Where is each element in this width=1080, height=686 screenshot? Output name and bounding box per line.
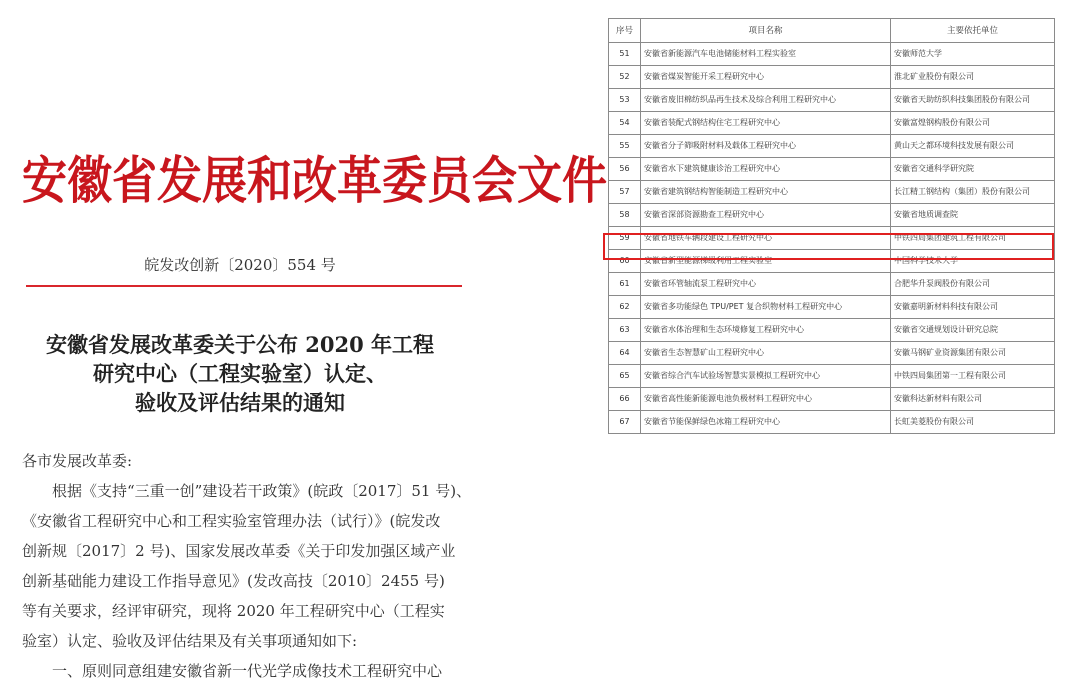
table-row [609,158,1055,181]
row-unit: 安徽嘉明新材料科技有限公司 [891,296,1055,319]
table-row [609,365,1055,388]
row-project-name: 安徽省装配式钢结构住宅工程研究中心 [641,112,891,135]
row-project-name: 安徽省生态智慧矿山工程研究中心 [641,342,891,365]
salutation: 各市发展改革委: [22,452,133,470]
row-unit: 黄山天之都环境科技发展有限公司 [891,135,1055,158]
row-number: 55 [609,135,641,158]
header-divider [26,285,462,287]
row-number: 64 [609,342,641,365]
table-row [609,342,1055,365]
row-number: 52 [609,66,641,89]
body-line: 根据《支持“三重一创”建设若干政策》(皖政〔2017〕51 号)、 [52,482,472,500]
row-unit: 中铁四局集团第一工程有限公司 [891,365,1055,388]
table-header-row [609,19,1055,43]
table-row [609,204,1055,227]
table-row [609,66,1055,89]
row-number: 63 [609,319,641,342]
row-project-name: 安徽省深部资源勘查工程研究中心 [641,204,891,227]
row-unit: 安徽师范大学 [891,43,1055,66]
row-number: 65 [609,365,641,388]
project-list-table-wrapper [608,18,1054,434]
row-unit: 安徽富煌钢构股份有限公司 [891,112,1055,135]
row-unit: 长虹美菱股份有限公司 [891,411,1055,434]
row-number: 61 [609,273,641,296]
body-line: 一、原则同意组建安徽省新一代光学成像技术工程研究中心 [52,662,443,680]
row-unit: 安徽科达新材料有限公司 [891,388,1055,411]
table-row [609,296,1055,319]
document-number: 皖发改创新〔2020〕554 号 [144,256,336,274]
row-unit: 中国科学技术大学 [891,250,1055,273]
table-row [609,112,1055,135]
body-line: 创新规〔2017〕2 号)、国家发展改革委《关于印发加强区域产业 [22,542,456,560]
row-project-name: 安徽省多功能绿色 TPU/PET 复合织物材料工程研究中心 [641,296,891,319]
row-unit: 淮北矿业股份有限公司 [891,66,1055,89]
table-row [609,273,1055,296]
body-line: 验室）认定、验收及评估结果及有关事项通知如下: [22,632,358,650]
row-unit: 安徽省交通科学研究院 [891,158,1055,181]
row-project-name: 安徽省分子筛吸附材料及载体工程研究中心 [641,135,891,158]
column-header-project-name: 项目名称 [641,19,891,43]
table-row [609,227,1055,250]
row-unit: 安徽省天助纺织科技集团股份有限公司 [891,89,1055,112]
row-number: 66 [609,388,641,411]
row-number: 62 [609,296,641,319]
document-title [40,330,440,417]
row-unit: 安徽马钢矿业资源集团有限公司 [891,342,1055,365]
row-project-name: 安徽省地铁车辆段建设工程研究中心 [641,227,891,250]
column-header-unit: 主要依托单位 [891,19,1055,43]
row-unit: 安徽省地质调查院 [891,204,1055,227]
row-project-name: 安徽省高性能新能源电池负极材料工程研究中心 [641,388,891,411]
table-row [609,135,1055,158]
row-number: 57 [609,181,641,204]
column-header-number: 序号 [609,19,641,43]
document-body [22,446,472,686]
row-unit: 中铁四局集团建筑工程有限公司 [891,227,1055,250]
title-line: 安徽省发展改革委关于公布 2020 年工程 [45,332,435,357]
row-number: 59 [609,227,641,250]
row-project-name: 安徽省节能保鲜绿色冰箱工程研究中心 [641,411,891,434]
row-project-name: 安徽省废旧棉纺织品再生技术及综合利用工程研究中心 [641,89,891,112]
row-project-name: 安徽省水下建筑健康诊治工程研究中心 [641,158,891,181]
row-unit: 长江精工钢结构（集团）股份有限公司 [891,181,1055,204]
table-row [609,250,1055,273]
row-project-name: 安徽省新型能源梯级利用工程实验室 [641,250,891,273]
body-line: 等有关要求，经评审研究，现将 2020 年工程研究中心（工程实 [22,602,445,620]
row-number: 60 [609,250,641,273]
body-line: 《安徽省工程研究中心和工程实验室管理办法（试行）》(皖发改 [22,512,441,530]
row-number: 54 [609,112,641,135]
document-header: 安徽省发展和改革委员会文件 [22,151,608,211]
row-unit: 安徽省交通规划设计研究总院 [891,319,1055,342]
row-project-name: 安徽省水体治理和生态环境修复工程研究中心 [641,319,891,342]
row-project-name: 安徽省环管轴流泵工程研究中心 [641,273,891,296]
row-number: 53 [609,89,641,112]
row-number: 67 [609,411,641,434]
row-unit: 合肥华升泵阀股份有限公司 [891,273,1055,296]
table-row [609,181,1055,204]
body-line: 创新基础能力建设工作指导意见》(发改高技〔2010〕2455 号) [22,572,445,590]
project-list-table [608,18,1055,434]
title-line: 研究中心（工程实验室）认定、 [93,361,387,386]
row-number: 51 [609,43,641,66]
table-row [609,388,1055,411]
row-project-name: 安徽省综合汽车试验场智慧实景模拟工程研究中心 [641,365,891,388]
row-number: 58 [609,204,641,227]
row-project-name: 安徽省建筑钢结构智能制造工程研究中心 [641,181,891,204]
row-number: 56 [609,158,641,181]
title-line: 验收及评估结果的通知 [135,390,345,415]
table-row [609,89,1055,112]
table-row [609,319,1055,342]
table-row [609,411,1055,434]
table-row [609,43,1055,66]
row-project-name: 安徽省新能源汽车电池储能材料工程实验室 [641,43,891,66]
row-project-name: 安徽省煤炭智能开采工程研究中心 [641,66,891,89]
